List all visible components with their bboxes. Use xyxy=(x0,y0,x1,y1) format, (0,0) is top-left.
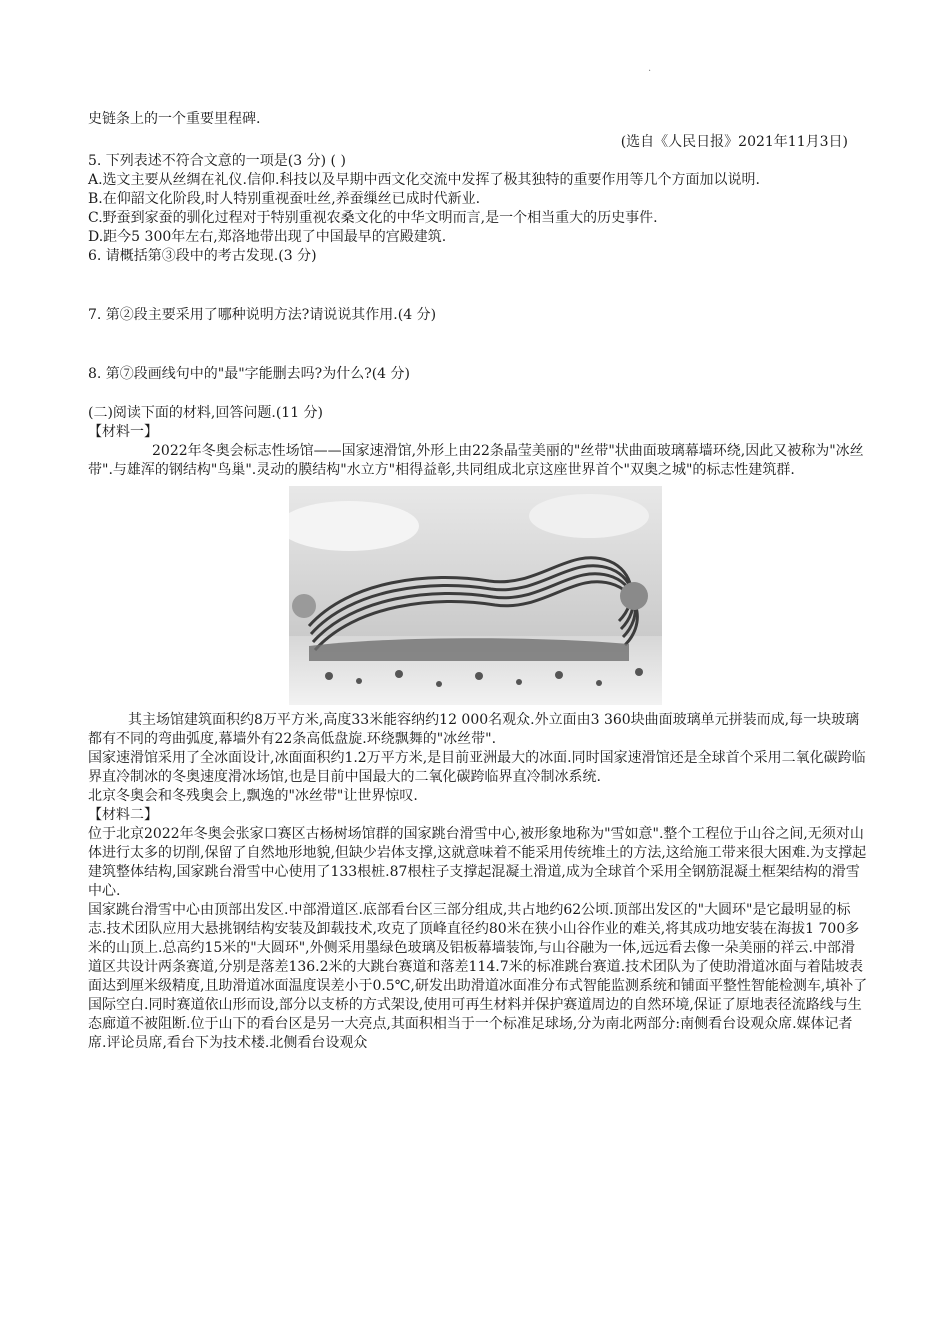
material-1-paragraph-3: 国家速滑馆采用了全冰面设计,冰面面积约1.2万平方米,是目前亚洲最大的冰面.同时国家速滑馆还是全球首个采用二氧化碳跨临界直冷制冰的冬奥速度滑冰场馆,也是目前中国最大的二氧化碳跨临界直冷制冰系统. xyxy=(88,750,866,785)
question-6: 6. 请概括第③段中的考古发现.(3 分) xyxy=(88,248,317,264)
header-mark: · xyxy=(648,66,652,77)
material-1-paragraph-2: 其主场馆建筑面积约8万平方米,高度33米能容纳约12 000名观众.外立面由3 360块曲面玻璃单元拼装而成,每一块玻璃都有不同的弯曲弧度,幕墙外有22条高低盘旋.环绕飘舞的"冰丝带". xyxy=(88,712,860,747)
option-c: C.野蚕到家蚕的驯化过程对于特别重视农桑文化的中华文明而言,是一个相当重大的历史事件. xyxy=(88,210,658,226)
material-1-heading: 【材料一】 xyxy=(88,424,158,440)
material-2-heading: 【材料二】 xyxy=(88,807,158,823)
question-5: 5. 下列表述不符合文意的一项是(3 分) ( ) xyxy=(88,153,346,169)
option-b: B.在仰韶文化阶段,时人特别重视蚕吐丝,养蚕缫丝已成时代新业. xyxy=(88,191,481,207)
question-7: 7. 第②段主要采用了哪种说明方法?请说说其作用.(4 分) xyxy=(88,307,437,323)
document-page xyxy=(88,110,868,1053)
material-1-paragraph-1: 2022年冬奥会标志性场馆——国家速滑馆,外形上由22条晶莹美丽的"丝带"状曲面玻璃幕墙环绕,因此又被称为"冰丝带".与雄浑的钢结构"鸟巢".灵动的膜结构"水立方"相得益彰,共同组成北京这座世界首个"双奥之城"的标志性建筑群. xyxy=(88,443,864,478)
material-1-paragraph-4: 北京冬奥会和冬残奥会上,飘逸的"冰丝带"让世界惊叹. xyxy=(88,788,418,804)
question-8: 8. 第⑦段画线句中的"最"字能删去吗?为什么?(4 分) xyxy=(88,366,410,382)
option-d: D.距今5 300年左右,郑洛地带出现了中国最早的宫殿建筑. xyxy=(88,229,447,245)
intro-tail: 史链条上的一个重要里程碑. xyxy=(88,111,261,127)
material-2-paragraph-1: 位于北京2022年冬奥会张家口赛区古杨树场馆群的国家跳台滑雪中心,被形象地称为"雪如意".整个工程位于山谷之间,无须对山体进行太多的切削,保留了自然地形地貌,但缺少岩体支撑,这就意味着不能采用传统堆土的方法,这给施工带来很大困难.为支撑起建筑整体结构,国家跳台滑雪中心使用了133根桩.87根柱子支撑起混凝土滑道,成为全球首个采用全钢筋混凝土框架结构的滑雪中心. xyxy=(88,826,867,899)
source-citation: (选自《人民日报》2021年11月3日) xyxy=(620,134,848,150)
material-2-paragraph-2: 国家跳台滑雪中心由顶部出发区.中部滑道区.底部看台区三部分组成,共占地约62公顷.顶部出发区的"大圆环"是它最明显的标志.技术团队应用大悬挑钢结构安装及卸载技术,攻克了顶峰直径约80米在狭小山谷作业的难关,将其成功地安装在海拔1 700多米的山顶上.总高约15米的"大圆环",外侧采用墨绿色玻璃及铝板幕墙装饰,与山谷融为一体,远远看去像一朵美丽的祥云.中部滑道区共设计两条赛道,分别是落差136.2米的大跳台赛道和落差114.7米的标准跳台赛道.技术团队为了使助滑道冰面与着陆坡表面达到厘米级精度,且助滑道冰面温度误差小于0.5℃,研发出助滑道冰面准分布式智能监测系统和铺面平整性智能检测车,填补了国际空白.同时赛道依山形而设,部分以支桥的方式架设,使用可再生材料并保护赛道周边的自然环境,保证了原地表径流路线与生态廊道不被阻断.位于山下的看台区是另一大亮点,其面积相当于一个标准足球场,分为南北两部分:南侧看台设观众席.媒体记者席.评论员席,看台下为技术楼.北侧看台设观众 xyxy=(88,902,868,1051)
option-a: A.选文主要从丝绸在礼仪.信仰.科技以及早期中西文化交流中发挥了极其独特的重要作用等几个方面加以说明. xyxy=(88,172,760,188)
photo-image xyxy=(289,486,662,705)
section-2-title: (二)阅读下面的材料,回答问题.(11 分) xyxy=(88,405,324,421)
speed-skating-oval-photo xyxy=(289,486,662,705)
